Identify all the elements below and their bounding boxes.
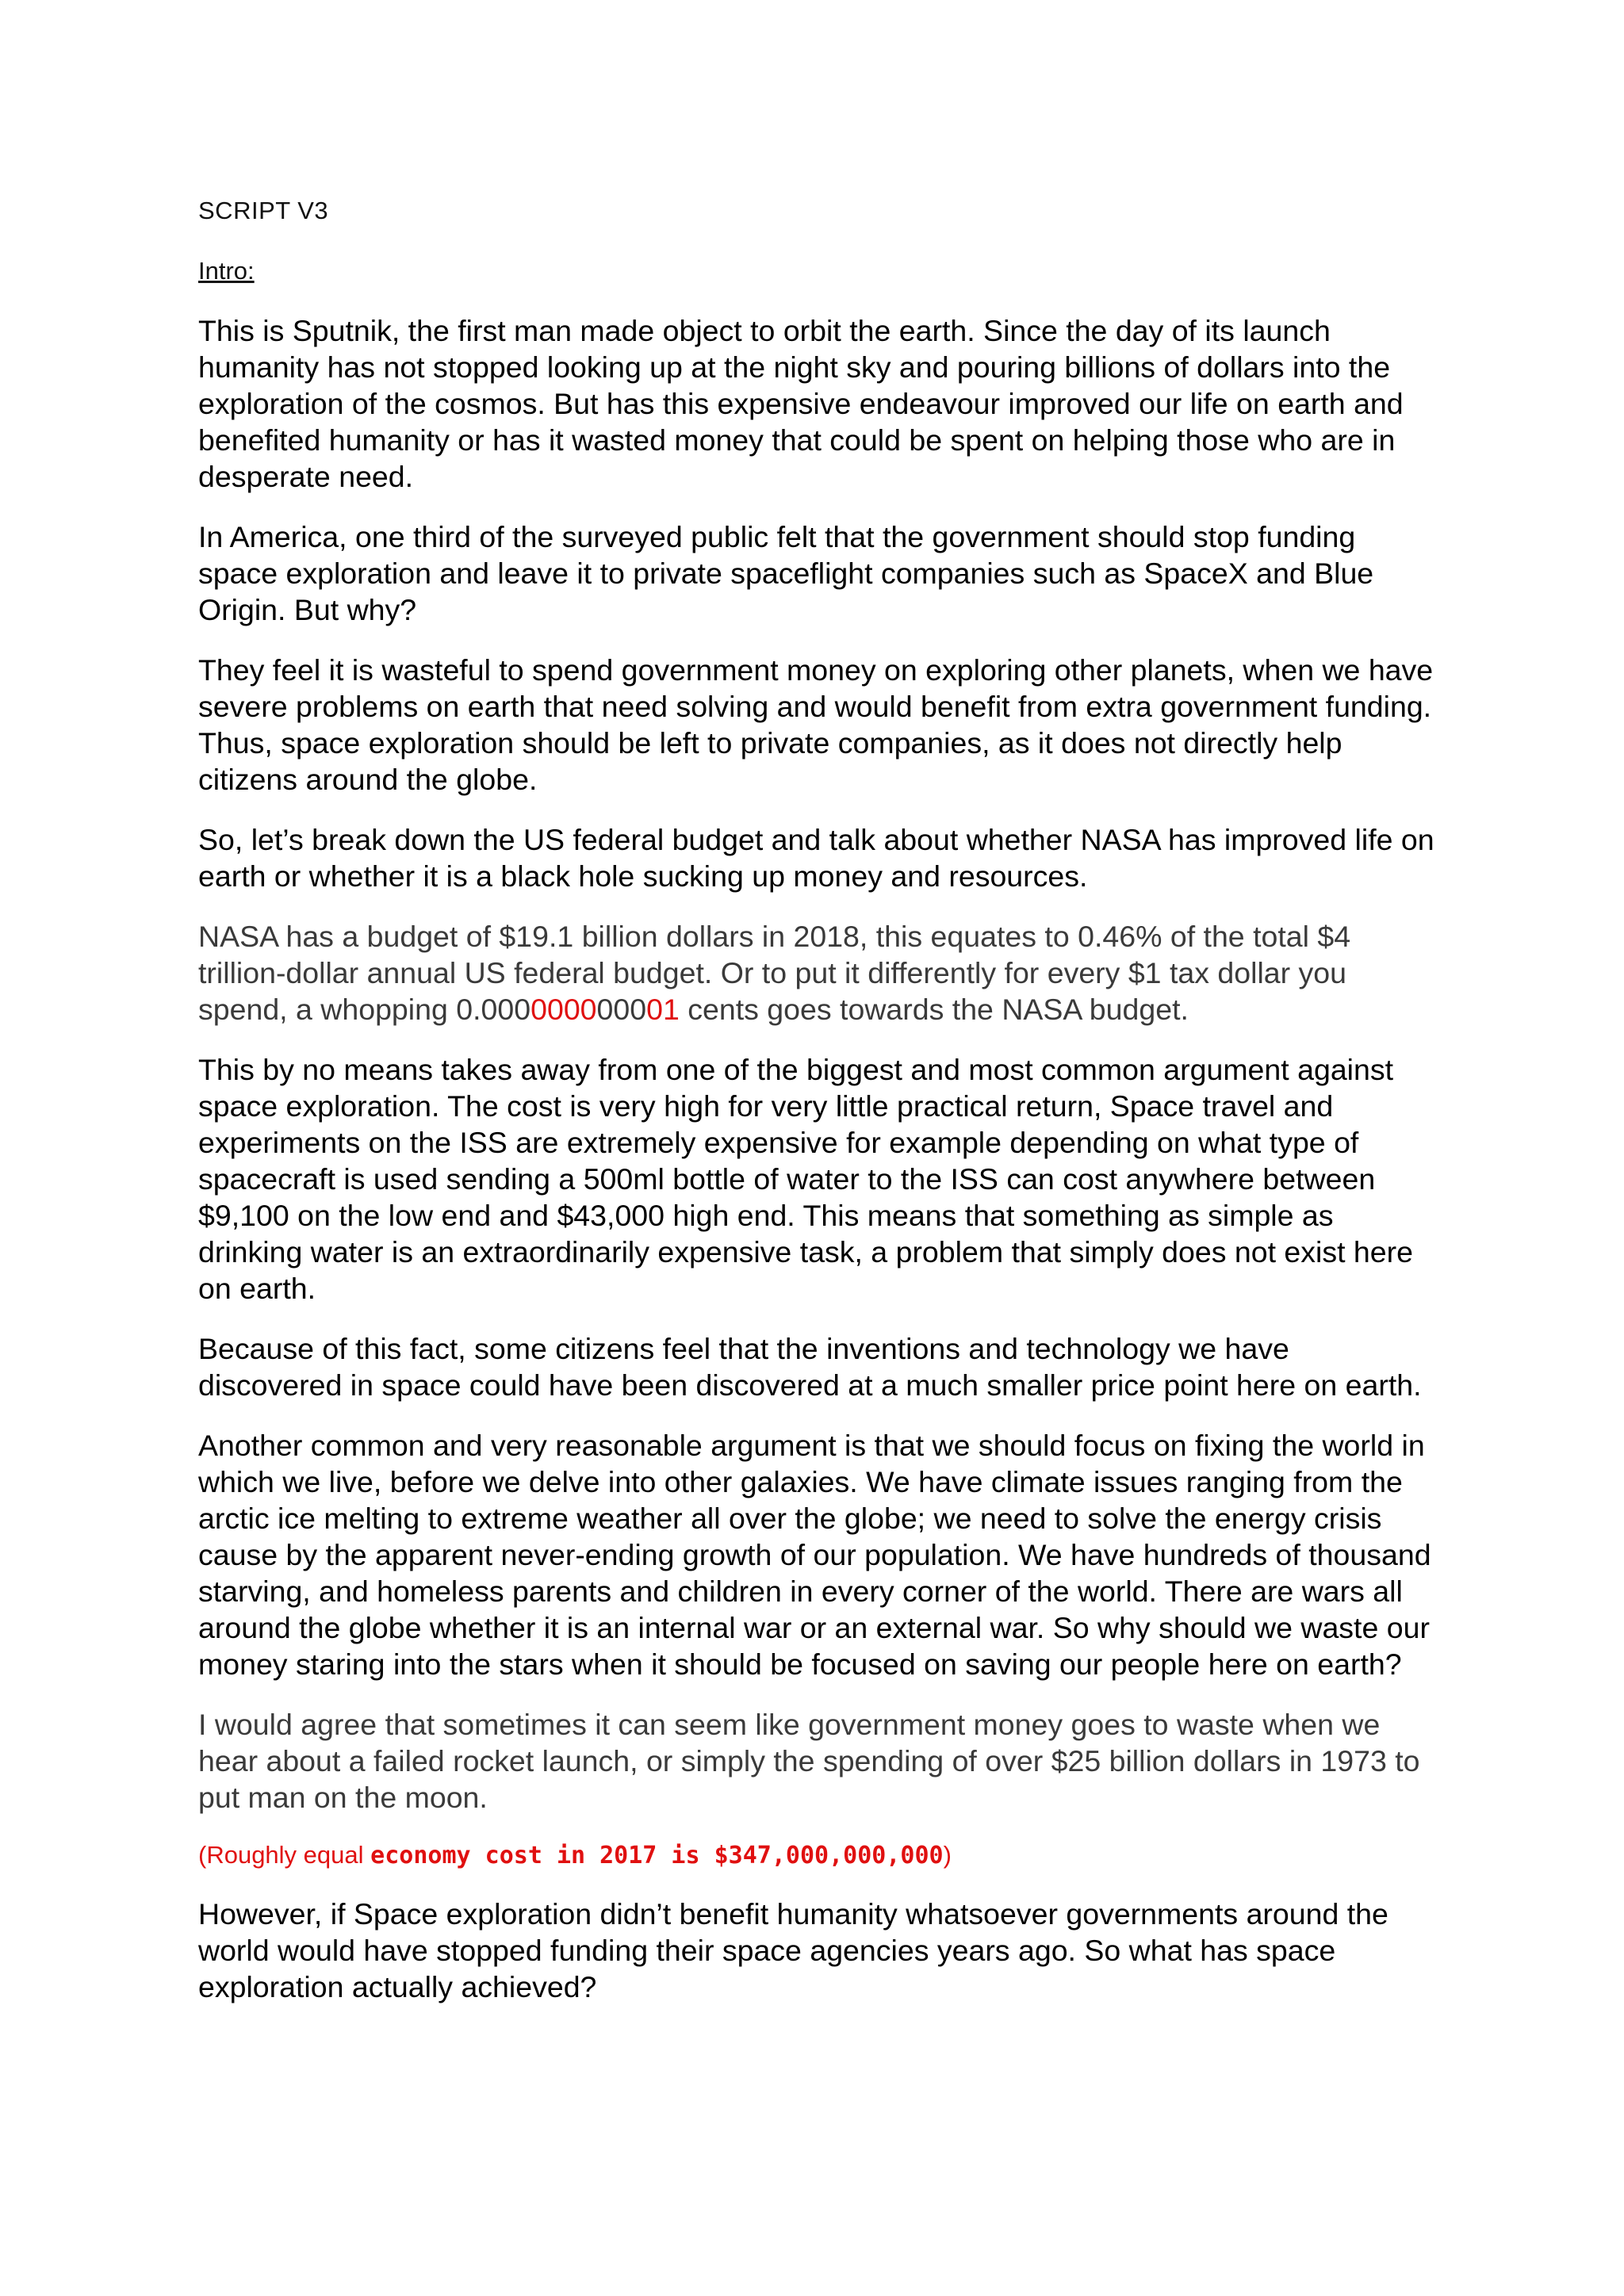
document-body <box>198 197 1435 2029</box>
paragraph-fix-world-argument: Another common and very reasonable argument is that we should focus on fixing the world in which we live, before we delve into other galaxies. We have climate issues ranging from the arctic ice melting to extreme weather all over the globe; we need to solve the energy crisis cause by the apparent never-ending growth of our population. We have hundreds of thousand starving, and homeless parents and children in every corner of the world. There are wars all around the globe whether it is an internal war or an external war. So why should we waste our money staring into the stars when it should be focused on saving our people here on earth? <box>198 1429 1431 1681</box>
note-open: (Roughly equal <box>198 1841 371 1869</box>
paragraph-moon-spending: I would agree that sometimes it can seem like government money goes to waste when we hear about a failed rocket launch, or simply the spending of over $25 billion dollars in 1973 to put man on the moon. <box>198 1708 1420 1814</box>
economy-cost-note <box>198 1839 1435 1872</box>
nasa-budget-text-end: cents goes towards the NASA budget. <box>679 993 1189 1026</box>
nasa-budget-digits-red-1: 0000 <box>530 993 597 1026</box>
nasa-budget-text: NASA has a budget of $19.1 billion dollars in 2018, this equates to 0.46% of the total $4 trillion-dollar annual US federal budget. Or to put it differently for every $1 tax dollar you spend, a whopping 0. <box>198 920 1351 1026</box>
note-bold-figure: economy cost in 2017 is $347,000,000,000 <box>370 1842 944 1869</box>
paragraph-wasteful-spending: They feel it is wasteful to spend government money on exploring other planets, when we have severe problems on earth that need solving and would benefit from extra government funding. Thus, space exploration should be left to private companies, as it does not directly help citizens around the globe. <box>198 653 1434 796</box>
note-close: ) <box>943 1841 952 1869</box>
nasa-budget-digits-red-2: 01 <box>646 993 680 1026</box>
paragraph-nasa-budget <box>198 918 1435 1027</box>
section-heading-intro: Intro: <box>198 257 255 285</box>
document-title: SCRIPT V3 <box>198 197 329 224</box>
paragraph-cost-argument: This by no means takes away from one of the biggest and most common argument against space exploration. The cost is very high for very little practical return, Space travel and experiments on the ISS are extremely expensive for example depending on what type of spacecraft is used sending a 500ml bottle of water to the ISS can cost anywhere between $9,100 on the low end and $43,000 high end. This means that something as simple as drinking water is an extraordinarily expensive task, a problem that simply does not exist here on earth. <box>198 1053 1413 1305</box>
paragraph-sputnik: This is Sputnik, the first man made object to orbit the earth. Since the day of its launch humanity has not stopped looking up at the night sky and pouring billions of dollars into the exploration of the cosmos. But has this expensive endeavour improved our life on earth and benefited humanity or has it wasted money that could be spent on helping those who are in desperate need. <box>198 314 1404 493</box>
nasa-budget-digits-2: 000 <box>596 993 647 1026</box>
paragraph-inventions: Because of this fact, some citizens feel that the inventions and technology we have discovered in space could have been discovered at a much smaller price point here on earth. <box>198 1332 1422 1402</box>
paragraph-space-achievements: However, if Space exploration didn’t benefit humanity whatsoever governments around the world would have stopped funding their space agencies years ago. So what has space exploration actually achieved? <box>198 1897 1388 2003</box>
paragraph-budget-breakdown: So, let’s break down the US federal budget and talk about whether NASA has improved life on earth or whether it is a black hole sucking up money and resources. <box>198 823 1434 893</box>
paragraph-public-opinion: In America, one third of the surveyed public felt that the government should stop funding space exploration and leave it to private spaceflight companies such as SpaceX and Blue Origin. But why? <box>198 520 1374 626</box>
nasa-budget-digits-1: 000 <box>481 993 531 1026</box>
